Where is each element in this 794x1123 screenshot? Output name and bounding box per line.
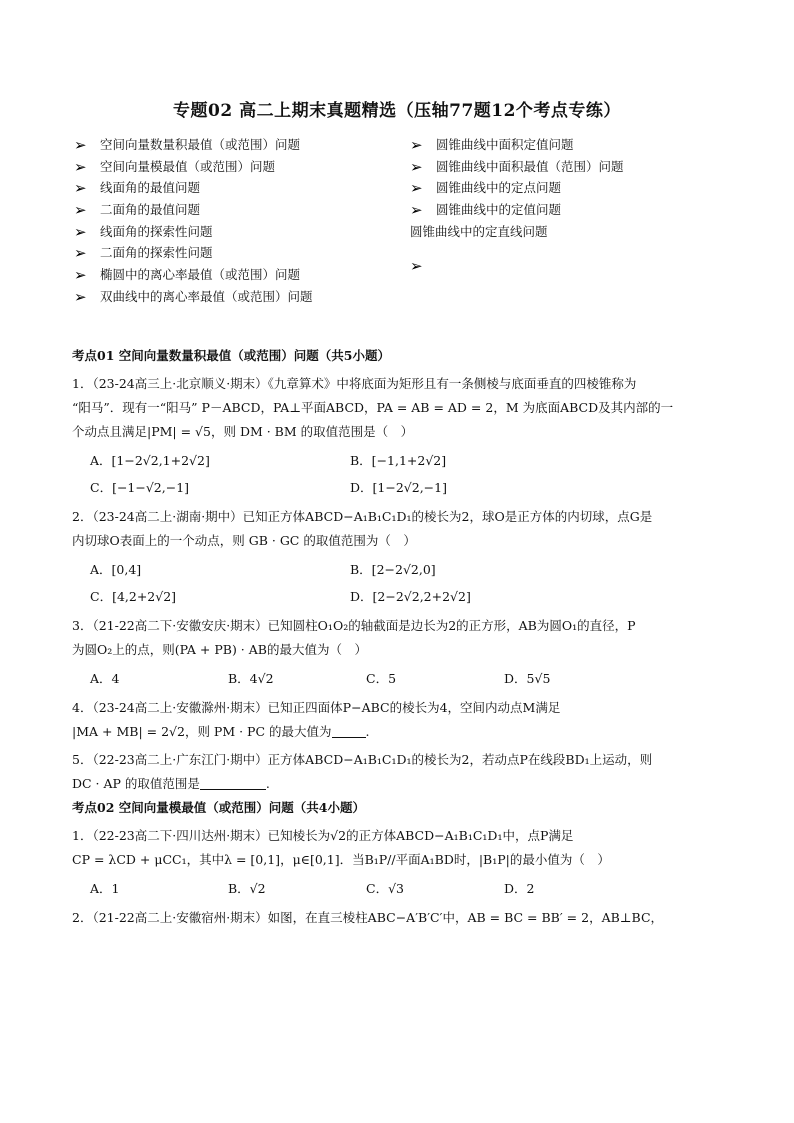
arrow-bullet-icon: ➢ <box>410 201 423 220</box>
question-text: DC · AP 的取值范围是 <box>72 776 200 791</box>
question-item <box>72 748 722 796</box>
toc-left-column <box>74 134 374 308</box>
question-item <box>72 824 722 902</box>
question-item <box>72 505 722 610</box>
options-row <box>90 875 722 902</box>
option-d[interactable]: D．5√5 <box>504 671 551 686</box>
options-row <box>90 665 722 692</box>
arrow-bullet-icon: ➢ <box>74 179 87 198</box>
option-b[interactable]: B．[−1,1+2√2] <box>350 453 447 468</box>
toc-item: ➢ 空间向量数量积最值（或范围）问题 <box>74 134 374 156</box>
toc-item-empty <box>410 254 710 278</box>
section-heading: 考点01 空间向量数量积最值（或范围）问题（共5小题） <box>72 348 390 363</box>
question-item <box>72 906 722 930</box>
answer-blank[interactable] <box>200 775 266 790</box>
question-tail: . <box>265 776 270 791</box>
toc-item: ➢ 椭圆中的离心率最值（或范围）问题 <box>74 264 374 286</box>
question-line: 2．（21-22高二上·安徽宿州·期末）如图，在直三棱柱ABC−A′B′C′中，AB = BC = BB′ = 2，AB⊥BC， <box>72 910 664 925</box>
question-line: 为圆O₂上的点，则(PA + PB) · AB的最大值为（ ） <box>72 642 367 657</box>
arrow-bullet-icon: ➢ <box>74 244 87 263</box>
question-line: 内切球O表面上的一个动点，则 GB · GC 的取值范围为（ ） <box>72 533 416 548</box>
question-line: 3．（21-22高二下·安徽安庆·期末）已知圆柱O₁O₂的轴截面是边长为2的正方形，AB为圆O₁的直径，P <box>72 618 636 633</box>
arrow-bullet-icon: ➢ <box>410 257 423 276</box>
arrow-bullet-icon: ➢ <box>74 136 87 154</box>
option-c[interactable]: C．[4,2+2√2] <box>90 589 177 604</box>
arrow-bullet-icon: ➢ <box>74 201 87 220</box>
question-item <box>72 614 722 692</box>
arrow-bullet-icon: ➢ <box>410 157 423 176</box>
section-heading: 考点02 空间向量模最值（或范围）问题（共4小题） <box>72 800 365 815</box>
option-b[interactable]: B．[2−2√2,0] <box>350 562 436 577</box>
options-grid <box>90 556 722 610</box>
toc-item-plain: 圆锥曲线中的定直线问题 <box>410 223 548 239</box>
option-c[interactable]: C．√3 <box>366 881 404 896</box>
arrow-bullet-icon: ➢ <box>74 266 87 285</box>
arrow-bullet-icon: ➢ <box>74 157 87 176</box>
question-line: 个动点且满足|PM| = √5，则 DM · BM 的取值范围是（ ） <box>72 424 414 439</box>
toc-right-column <box>410 134 710 278</box>
toc-item: ➢ 圆锥曲线中的定点问题 <box>410 177 710 199</box>
option-d[interactable]: D．[1−2√2,−1] <box>350 480 447 495</box>
toc-item: ➢ 线面角的探索性问题 <box>74 221 374 243</box>
toc-item: ➢ 圆锥曲线中面积定值问题 <box>410 134 710 156</box>
question-item <box>72 372 722 501</box>
toc-item: ➢ 圆锥曲线中的定值问题 <box>410 199 710 221</box>
option-d[interactable]: D．2 <box>504 881 535 896</box>
toc-item: ➢ 线面角的最值问题 <box>74 177 374 199</box>
toc-item: ➢ 双曲线中的离心率最值（或范围）问题 <box>74 286 374 308</box>
question-text: |MA + MB| = 2√2，则 PM · PC 的最大值为 <box>72 724 332 739</box>
page-title: 专题02 高二上期末真题精选（压轴77题12个考点专练） <box>173 101 621 121</box>
toc-item: ➢ 二面角的探索性问题 <box>74 242 374 264</box>
question-line: 4．（23-24高二上·安徽滁州·期末）已知正四面体P−ABC的棱长为4，空间内动点M满足 <box>72 700 561 715</box>
question-line: 1．（23-24高三上·北京顺义·期末）《九章算术》中将底面为矩形且有一条侧棱与底面垂直的四棱锥称为 <box>72 376 637 391</box>
question-item <box>72 696 722 744</box>
question-line: 2．（23-24高二上·湖南·期中）已知正方体ABCD−A₁B₁C₁D₁的棱长为2，球O是正方体的内切球，点G是 <box>72 509 653 524</box>
option-a[interactable]: A．[0,4] <box>90 562 142 577</box>
question-line: 1．（22-23高二下·四川达州·期末）已知棱长为√2的正方体ABCD−A₁B₁C₁D₁中，点P满足 <box>72 828 574 843</box>
option-a[interactable]: A．[1−2√2,1+2√2] <box>90 453 210 468</box>
question-line: “阳马”．现有一“阳马” P－ABCD，PA⊥平面ABCD，PA = AB = AD = 2，M 为底面ABCD及其内部的一 <box>72 400 674 415</box>
option-a[interactable]: A．1 <box>90 881 120 896</box>
option-b[interactable]: B．√2 <box>228 881 266 896</box>
toc-item: ➢ 圆锥曲线中面积最值（范围）问题 <box>410 156 710 178</box>
option-c[interactable]: C．[−1−√2,−1] <box>90 480 190 495</box>
question-line <box>72 720 722 744</box>
option-b[interactable]: B．4√2 <box>228 671 274 686</box>
answer-blank[interactable] <box>332 723 366 738</box>
question-tail: . <box>365 724 370 739</box>
arrow-bullet-icon: ➢ <box>410 179 423 198</box>
toc-item: ➢ 空间向量模最值（或范围）问题 <box>74 156 374 178</box>
question-line: CP = λCD + μCC₁，其中λ = [0,1]，μ∈[0,1]．当B₁P//平面A₁BD时，|B₁P|的最小值为（ ） <box>72 852 610 867</box>
options-grid <box>90 447 722 501</box>
option-d[interactable]: D．[2−2√2,2+2√2] <box>350 589 471 604</box>
questions-content <box>72 344 722 930</box>
question-line <box>72 772 722 796</box>
question-line: 5．（22-23高二上·广东江门·期中）正方体ABCD−A₁B₁C₁D₁的棱长为2，若动点P在线段BD₁上运动，则 <box>72 752 653 767</box>
option-c[interactable]: C．5 <box>366 671 397 686</box>
arrow-bullet-icon: ➢ <box>74 287 87 306</box>
toc-item: ➢ 二面角的最值问题 <box>74 199 374 221</box>
option-a[interactable]: A．4 <box>90 671 120 686</box>
arrow-bullet-icon: ➢ <box>410 136 423 154</box>
arrow-bullet-icon: ➢ <box>74 222 87 241</box>
